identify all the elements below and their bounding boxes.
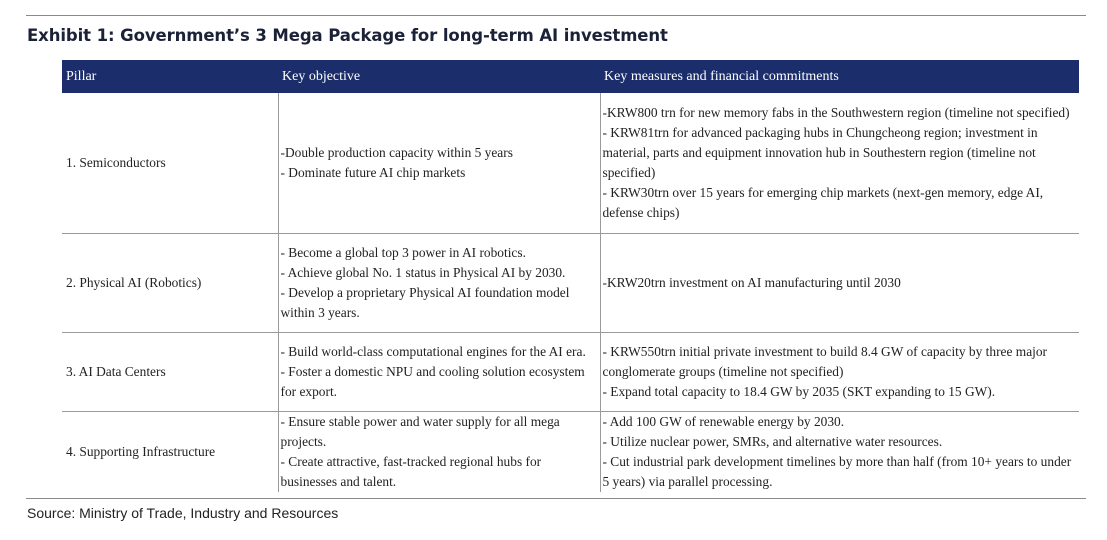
objective-line: - Dominate future AI chip markets [280,164,466,180]
measures-cell [600,93,1079,233]
objective-line: - Ensure stable power and water supply for all mega projects. [280,413,560,449]
table-header-row [62,60,1079,93]
table-row [62,233,1079,332]
header-key-measures: Key measures and financial commitments [600,60,1079,93]
measure-line: - Utilize nuclear power, SMRs, and alternative water resources. [602,433,943,449]
objective-cell [278,233,600,332]
objective-line: -Double production capacity within 5 years [280,144,513,160]
objective-line: - Foster a domestic NPU and cooling solution ecosystem for export. [280,363,585,399]
objective-line: - Build world-class computational engines for the AI era. [280,343,586,359]
exhibit-title: Exhibit 1: Government’s 3 Mega Package for long-term AI investment [27,26,668,45]
header-pillar: Pillar [62,60,278,93]
source-note: Source: Ministry of Trade, Industry and Resources [27,505,339,521]
measure-line: - Expand total capacity to 18.4 GW by 2035 (SKT expanding to 15 GW). [602,383,996,399]
objective-line: - Create attractive, fast-tracked regional hubs for businesses and talent. [280,453,542,489]
objective-cell [278,332,600,411]
measure-line: - KRW30trn over 15 years for emerging chip markets (next-gen memory, edge AI, defense chips) [602,184,1044,220]
pillar-cell: 3. AI Data Centers [62,332,278,411]
measure-line: -KRW20trn investment on AI manufacturing until 2030 [602,274,901,290]
measure-line: -KRW800 trn for new memory fabs in the Southwestern region (timeline not specified) [602,104,1070,120]
pillar-cell: 1. Semiconductors [62,93,278,233]
measure-line: - Add 100 GW of renewable energy by 2030. [602,413,845,429]
objective-cell [278,93,600,233]
pillar-cell: 2. Physical AI (Robotics) [62,233,278,332]
top-divider [26,15,1086,16]
objective-line: - Become a global top 3 power in AI robotics. [280,244,526,260]
objective-cell [278,411,600,492]
pillar-cell: 4. Supporting Infrastructure [66,443,216,459]
objective-line: - Develop a proprietary Physical AI foundation model within 3 years. [280,284,570,320]
measure-line: - KRW550trn initial private investment to build 8.4 GW of capacity by three major conglomerate groups (timeline not specified) [602,343,1048,379]
measures-cell [600,411,1079,492]
objective-line: - Achieve global No. 1 status in Physical AI by 2030. [280,264,566,280]
measures-cell [600,332,1079,411]
table-row [62,411,1079,492]
measures-cell [600,233,1079,332]
header-key-objective: Key objective [278,60,600,93]
table-row [62,93,1079,233]
measure-line: - KRW81trn for advanced packaging hubs in Chungcheong region; investment in material, parts and equipment innovation hub in Southestern region (timeline not specified) [602,124,1038,180]
investment-table [62,60,1079,492]
table-row [62,332,1079,411]
measure-line: - Cut industrial park development timelines by more than half (from 10+ years to under 5 years) via parallel processing. [602,453,1072,489]
bottom-divider [26,498,1086,499]
